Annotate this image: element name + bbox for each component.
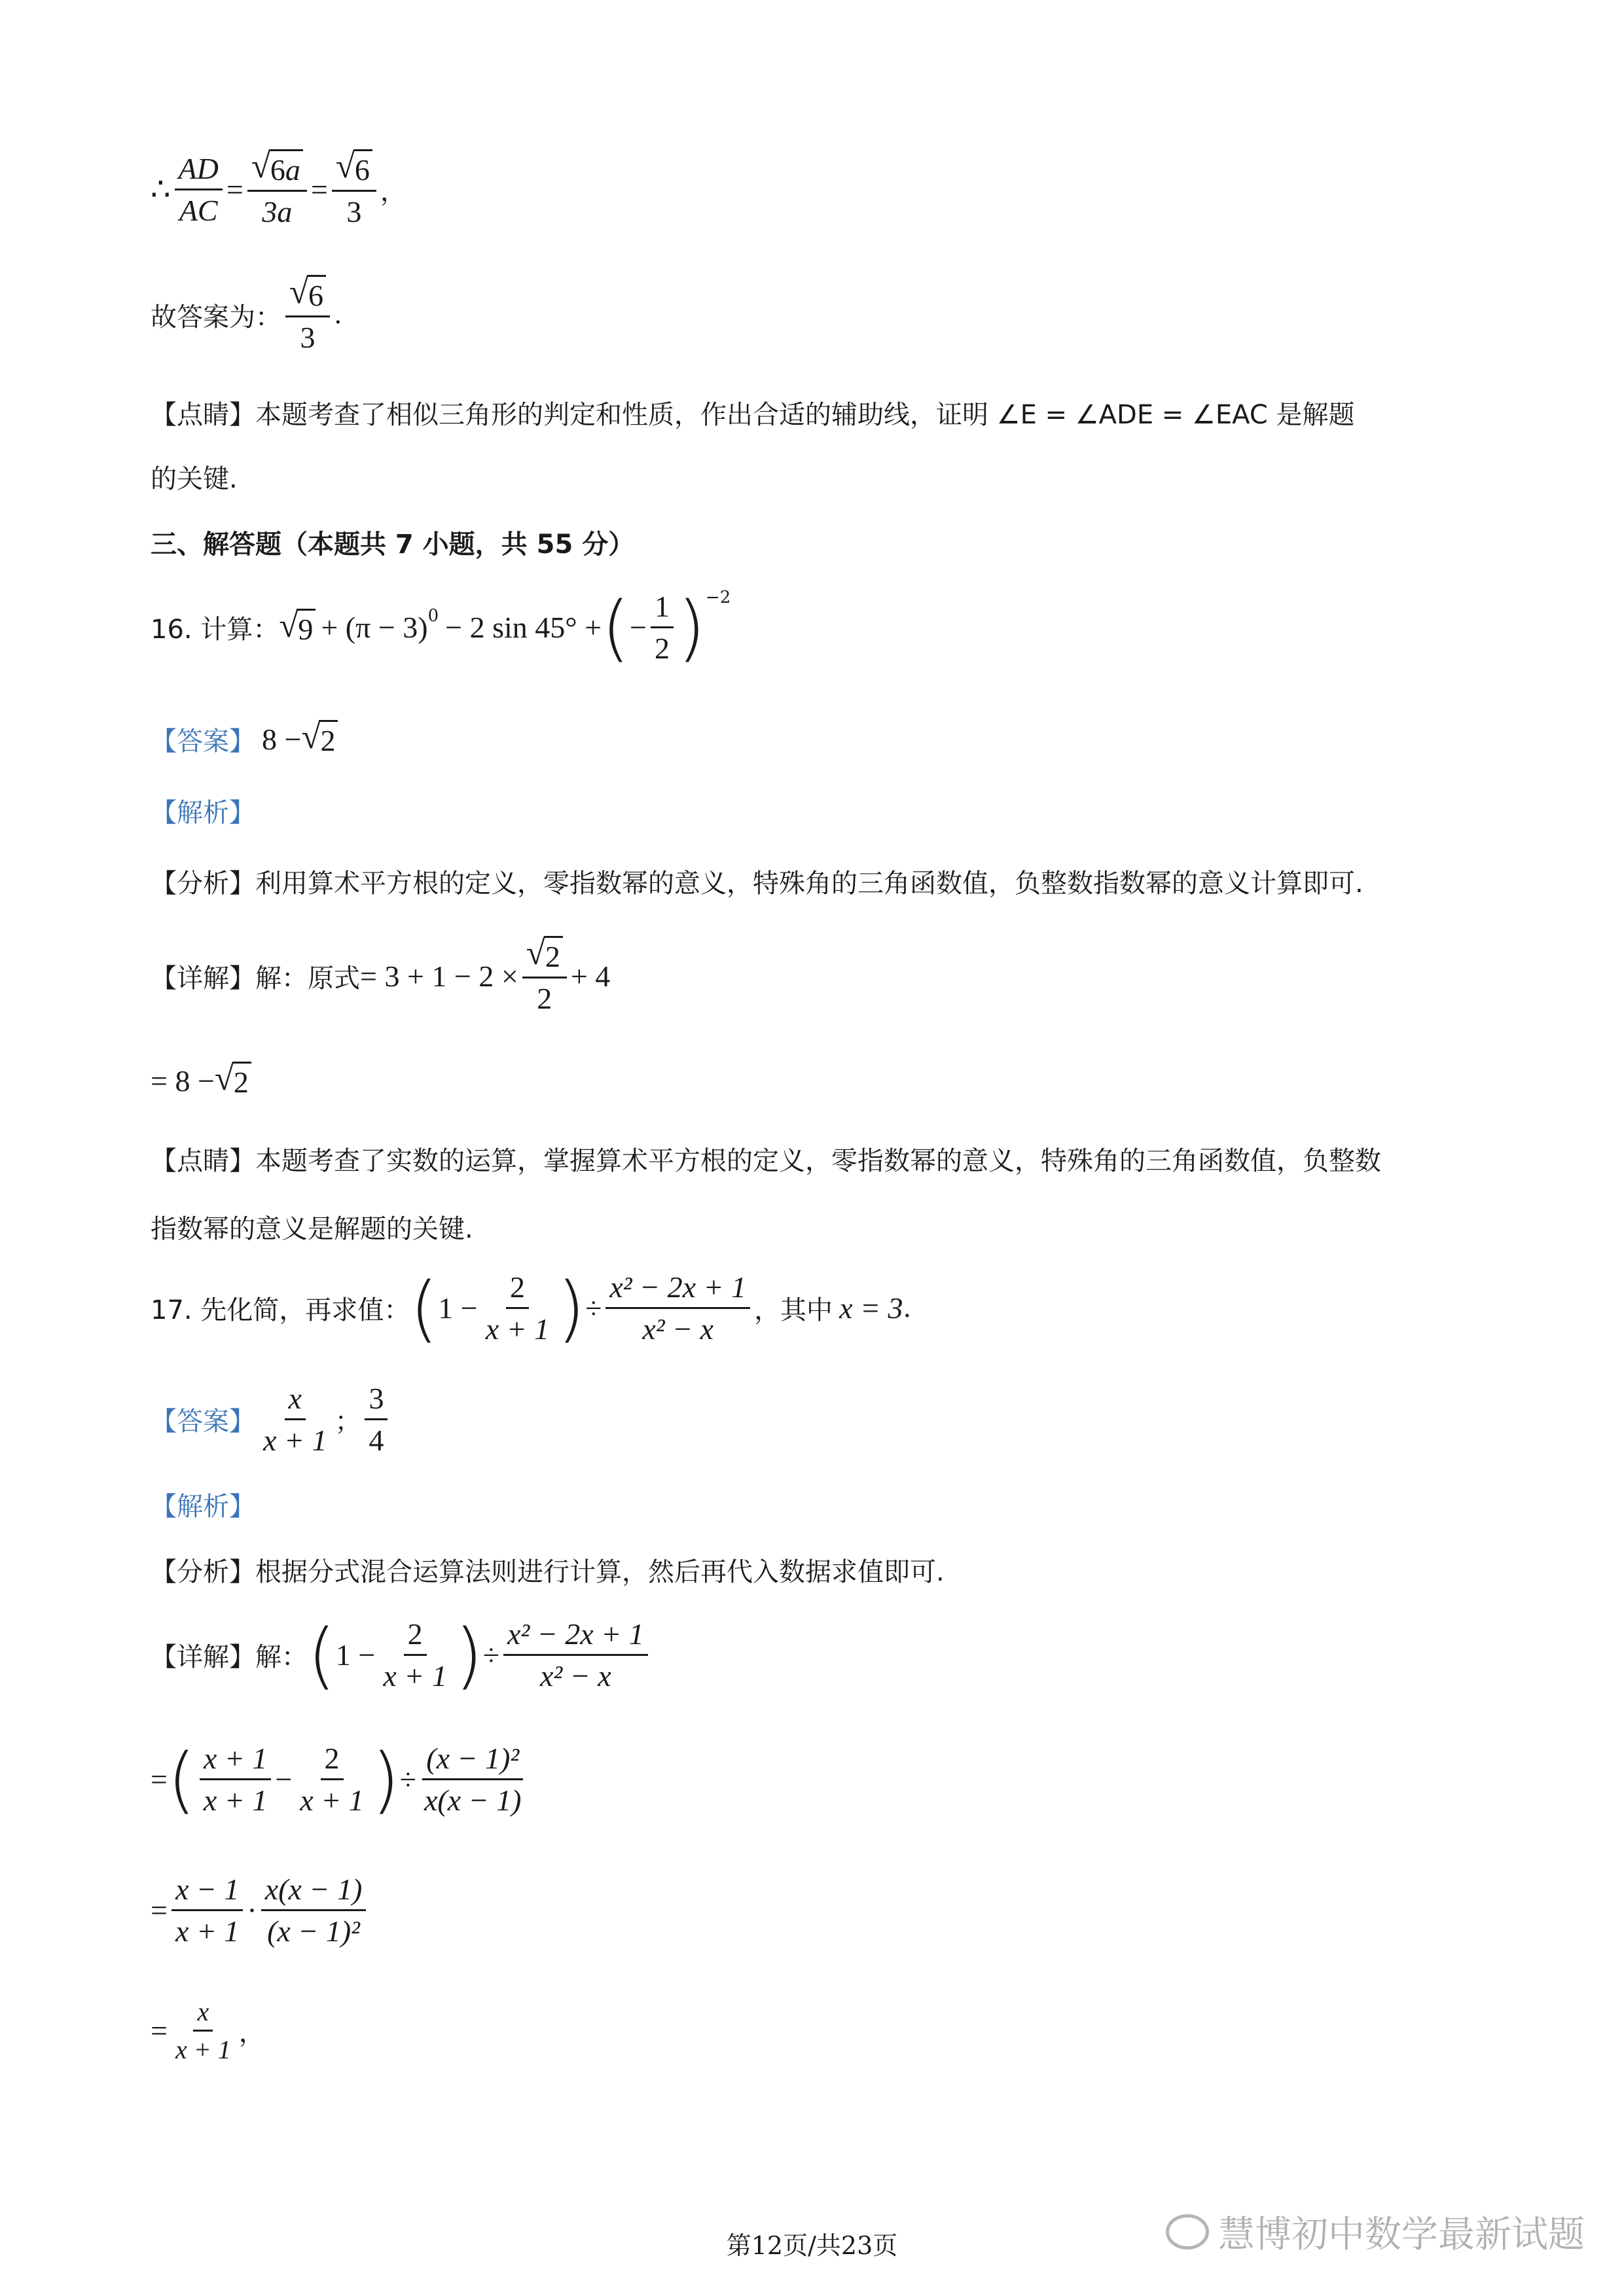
q16-fenxi: 【分析】利用算术平方根的定义，零指数幂的意义，特殊角的三角函数值，负整数指数幂的意义计算即可. bbox=[151, 869, 1363, 899]
section-heading: 三、解答题（本题共 7 小题，共 55 分） bbox=[151, 529, 635, 560]
q17-answer: 【答案】 $\frac{x}{x + 1}$ ； $\frac{3}{4}$ bbox=[151, 1381, 391, 1458]
q17-step2: = ( $\frac{x + 1}{x + 1}$ − $\frac{2}{x + 1}$ ) ÷ $\frac{\text{(x − 1)²}}{x(x - 1)}$ bbox=[151, 1741, 529, 1818]
wechat-icon bbox=[1166, 2214, 1209, 2250]
q16-step2: = 8 − √ 2 bbox=[151, 1062, 251, 1100]
q16-dianjing-2: 指数幂的意义是解题的关键. bbox=[151, 1214, 473, 1244]
answer-fraction: √ 6 3 bbox=[285, 275, 330, 355]
q17-jiexi: 【解析】 bbox=[151, 1492, 255, 1522]
q17-step4: = $\frac{x}{x + 1}$ ， bbox=[151, 1997, 265, 2064]
watermark: 慧博初中数学最新试题 bbox=[1166, 2206, 1585, 2258]
q17-step3: = $\frac{x - 1}{x + 1}$ · $\frac{x(x - 1)}{\text{(x − 1)²}}$ bbox=[151, 1872, 370, 1948]
comment-text-1: 【点睛】本题考查了相似三角形的判定和性质，作出合适的辅助线，证明 ∠E = ∠ADE = ∠EAC 是解题 bbox=[151, 400, 1355, 430]
q16-answer: 【答案】 8 − √ 2 bbox=[151, 720, 338, 758]
ratio-line: ∴ $\frac{AD}{AC}$ = √ 6a 3a = √ 6 3 ， bbox=[151, 147, 406, 228]
fraction-ad-ac: $\frac{AD}{AC}$ bbox=[175, 151, 223, 228]
answer-line: 故答案为： √ 6 3 . bbox=[151, 273, 342, 354]
fraction-root6-3: √ 6 3 bbox=[332, 149, 376, 229]
q16-dianjing-1: 【点睛】本题考查了实数的运算，掌握算术平方根的定义，零指数幂的意义，特殊角的三角函数值，负整数 bbox=[151, 1146, 1381, 1176]
q16-jiexi: 【解析】 bbox=[151, 798, 255, 828]
question-17: 17. 先化简，再求值： ( 1 − $\frac{2}{x + 1}$ ) ÷ $\frac{\text{x² − 2x + 1}}{\text{x² − x}}$ ，其中 x = 3 . bbox=[151, 1266, 912, 1350]
question-16: 16. 计算： √ 9 + (π − 3) 0 − 2 sin 45° + ( − $\frac{1}{2}$ ) −2 bbox=[151, 585, 731, 670]
q17-xiangjie: 【详解】解： ( 1 − $\frac{2}{x + 1}$ ) ÷ $\frac{\text{x² − 2x + 1}}{\text{x² − x}}$ bbox=[151, 1617, 652, 1693]
q16-xiangjie: 【详解】解：原式 = 3 + 1 − 2 × √ 2 2 + 4 bbox=[151, 934, 611, 1015]
page-footer: 第12页/共23页 bbox=[726, 2231, 898, 2260]
fraction-root6a-3a: √ 6a 3a bbox=[247, 149, 307, 229]
q17-fenxi: 【分析】根据分式混合运算法则进行计算，然后再代入数据求值即可. bbox=[151, 1557, 945, 1587]
therefore-symbol: ∴ bbox=[151, 171, 171, 207]
comment-text-2: 的关键. bbox=[151, 464, 238, 494]
